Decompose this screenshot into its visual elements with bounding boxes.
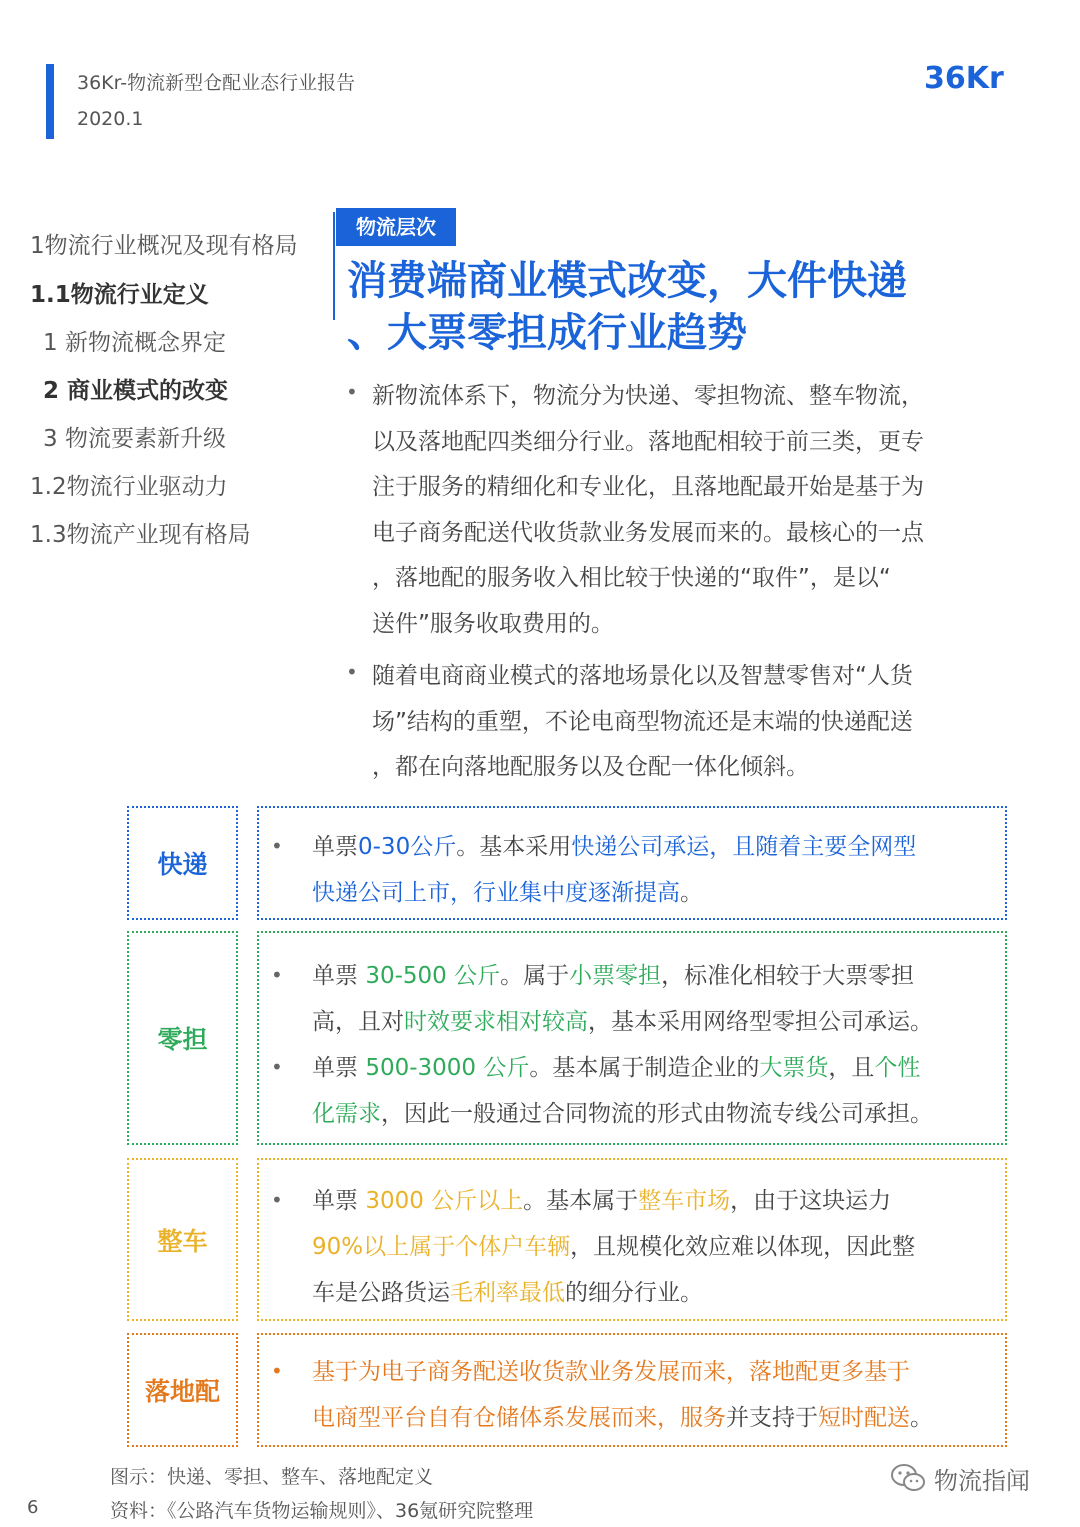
ltl-content-box bbox=[257, 931, 1007, 1145]
text: ，因此一般通过合同物流的形式由物流专线公司承担。 bbox=[381, 1101, 933, 1127]
wechat-account-name: 物流指闻 bbox=[934, 1466, 1030, 1495]
ftl-label: 整车 bbox=[157, 1226, 208, 1256]
text-line: 随着电商商业模式的落地场景化以及智慧零售对“人货 bbox=[372, 663, 913, 689]
text-line: 电子商务配送代收货款业务发展而来的。最核心的一点 bbox=[372, 519, 924, 546]
text: 单票 bbox=[312, 963, 366, 989]
text-line: 注于服务的精细化和专业化，且落地配最开始是基于为 bbox=[372, 474, 924, 500]
highlight: 快递公司承运，且随着主要全网型 bbox=[571, 834, 917, 860]
bullet-icon: • bbox=[271, 1188, 283, 1212]
text: ，由于这块运力 bbox=[730, 1188, 892, 1214]
highlight: 化需求 bbox=[312, 1101, 381, 1127]
header-accent-bar bbox=[46, 64, 54, 139]
lastmile-content-box bbox=[257, 1333, 1007, 1447]
lastmile-label: 落地配 bbox=[144, 1377, 220, 1406]
text-line: 新物流体系下，物流分为快递、零担物流、整车物流， bbox=[372, 383, 924, 409]
text: ，且 bbox=[828, 1055, 875, 1081]
text: 高，且对 bbox=[312, 1009, 404, 1035]
highlight: 30-500 公斤 bbox=[365, 963, 501, 989]
wechat-icon bbox=[890, 1463, 926, 1493]
report-title: 36Kr-物流新型仓配业态行业报告 bbox=[77, 72, 356, 94]
lastmile-description bbox=[312, 1349, 1002, 1441]
source-note: 资料：《公路汽车货物运输规则》、36氪研究院整理 bbox=[110, 1500, 534, 1522]
text-line: 场”结构的重塑，不论电商型物流还是末端的快递配送 bbox=[372, 708, 913, 735]
headline-line: 、大票零担成行业趋势 bbox=[347, 310, 747, 356]
report-date: 2020.1 bbox=[77, 108, 144, 130]
bullet-icon: • bbox=[271, 1055, 283, 1079]
bullet-icon: • bbox=[346, 660, 358, 684]
text: ，且规模化效应难以体现，因此整 bbox=[570, 1234, 916, 1260]
text: 。 bbox=[680, 880, 703, 906]
highlight: 毛利率最低 bbox=[450, 1280, 565, 1306]
page-number: 6 bbox=[27, 1497, 39, 1518]
text: 。属于 bbox=[500, 963, 570, 989]
text: 。基本属于 bbox=[523, 1188, 639, 1214]
logo-text: 36Kr bbox=[924, 61, 1004, 96]
highlight: 基于为电子商务配送收货款业务发展而来，落地配更多基于 bbox=[312, 1359, 910, 1385]
intro-paragraph bbox=[372, 374, 990, 647]
toc-item[interactable]: 1 新物流概念界定 bbox=[43, 330, 226, 356]
text: 。基本采用 bbox=[456, 834, 572, 860]
section-accent-line bbox=[333, 212, 335, 320]
highlight: 小票零担 bbox=[569, 963, 662, 989]
toc-item[interactable]: 1.2物流行业驱动力 bbox=[30, 474, 228, 500]
toc-item[interactable]: 1.3物流产业现有格局 bbox=[30, 522, 251, 548]
express-description bbox=[312, 824, 997, 916]
text: 。基本属于制造企业的 bbox=[529, 1055, 760, 1081]
highlight: 电商型平台自有仓储体系发展而来，服务 bbox=[312, 1405, 726, 1431]
express-content-box bbox=[257, 806, 1007, 920]
ltl-label-box bbox=[127, 931, 238, 1145]
toc-item[interactable]: 3 物流要素新升级 bbox=[43, 426, 226, 452]
toc-item-current[interactable]: 2 商业模式的改变 bbox=[43, 378, 229, 404]
highlight: 短时配送 bbox=[818, 1405, 910, 1431]
highlight: 3000 公斤以上 bbox=[365, 1188, 524, 1214]
text: 单票 bbox=[312, 1188, 366, 1214]
express-label-box bbox=[127, 806, 238, 920]
bullet-icon: • bbox=[271, 1359, 283, 1383]
ftl-label-box bbox=[127, 1158, 238, 1321]
highlight: 90%以上属于个体户车辆 bbox=[312, 1234, 571, 1260]
text: ，标准化相较于大票零担 bbox=[661, 963, 915, 989]
headline-line: 消费端商业模式改变，大件快递 bbox=[347, 258, 907, 304]
36kr-logo bbox=[924, 56, 1042, 128]
ftl-content-box bbox=[257, 1158, 1007, 1321]
text: ，基本采用网络型零担公司承运。 bbox=[588, 1009, 933, 1035]
text-line: 送件”服务收取费用的。 bbox=[372, 610, 614, 637]
text-line: ，落地配的服务收入相比较于快递的“取件”，是以“ bbox=[372, 565, 891, 591]
highlight: 个性 bbox=[874, 1055, 921, 1081]
express-label: 快递 bbox=[157, 850, 208, 879]
text-line: 以及落地配四类细分行业。落地配相较于前三类，更专 bbox=[372, 428, 924, 455]
figure-caption: 图示：快递、零担、整车、落地配定义 bbox=[110, 1466, 434, 1488]
text: 单票 bbox=[312, 834, 358, 860]
text: 的细分行业。 bbox=[565, 1280, 703, 1306]
highlight: 0-30公斤 bbox=[358, 834, 457, 860]
wechat-watermark bbox=[890, 1461, 1050, 1495]
intro-paragraph bbox=[372, 654, 990, 791]
text: 单票 bbox=[312, 1055, 366, 1081]
ltl-label: 零担 bbox=[157, 1025, 208, 1054]
highlight: 整车市场 bbox=[638, 1188, 731, 1214]
highlight: 500-3000 公斤 bbox=[365, 1055, 530, 1081]
text: 车是公路货运 bbox=[312, 1280, 450, 1306]
section-headline bbox=[347, 255, 987, 359]
highlight: 快递公司上市，行业集中度逐渐提高 bbox=[312, 880, 680, 906]
toc-item-current[interactable]: 1.1物流行业定义 bbox=[30, 282, 209, 308]
toc-item[interactable]: 1物流行业概况及现有格局 bbox=[30, 233, 298, 259]
bullet-icon: • bbox=[271, 834, 283, 858]
bullet-icon: • bbox=[271, 963, 283, 987]
section-tag: 物流层次 bbox=[336, 208, 456, 246]
lastmile-label-box bbox=[127, 1333, 238, 1447]
ftl-description bbox=[312, 1178, 1002, 1316]
text: 。 bbox=[910, 1405, 933, 1431]
text-line: ，都在向落地配服务以及仓配一体化倾斜。 bbox=[372, 754, 809, 780]
text: 并支持于 bbox=[726, 1405, 818, 1431]
ltl-description bbox=[312, 953, 1002, 1137]
bullet-icon: • bbox=[346, 380, 358, 404]
highlight: 时效要求相对较高 bbox=[404, 1009, 588, 1035]
highlight: 大票货 bbox=[759, 1055, 829, 1081]
